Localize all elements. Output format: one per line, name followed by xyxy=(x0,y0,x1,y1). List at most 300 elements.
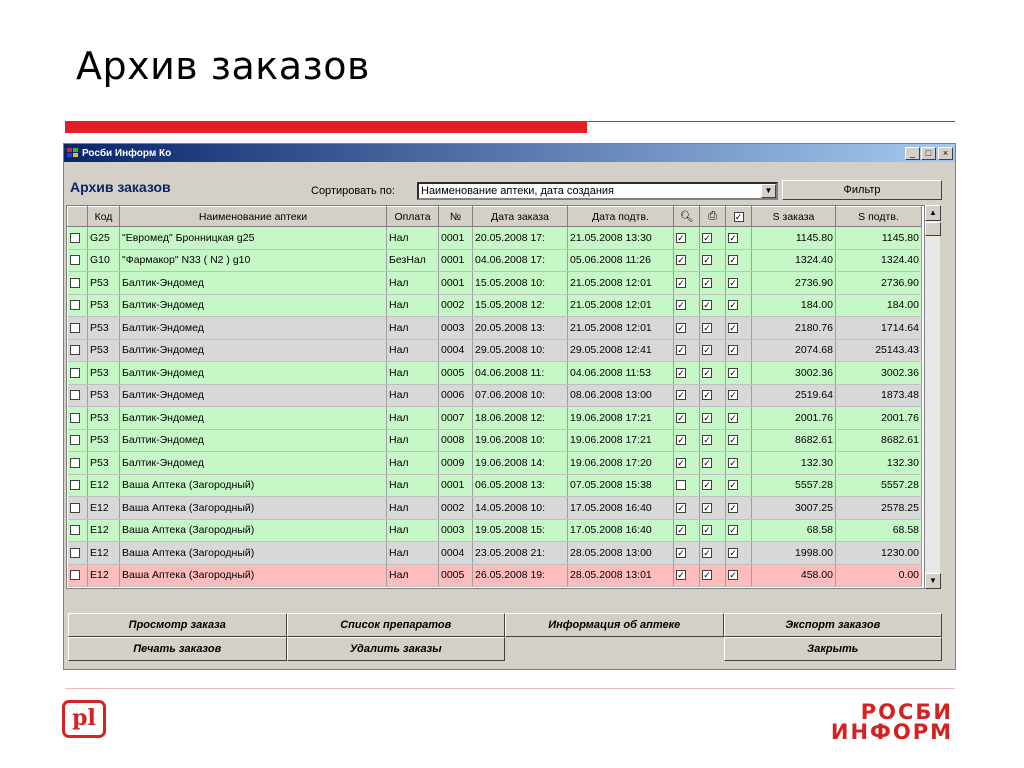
print-checkbox[interactable]: ✓ xyxy=(703,570,711,581)
form-header: Архив заказов xyxy=(70,179,171,195)
cell-confirm-sum: 0.00 xyxy=(836,564,922,587)
cell-number: 0009 xyxy=(439,452,473,475)
row-select-checkbox[interactable] xyxy=(70,300,80,310)
preview-checkbox[interactable]: ✓ xyxy=(677,457,685,468)
preview-checkbox[interactable]: ✓ xyxy=(677,345,685,356)
cell-code: P53 xyxy=(88,429,120,452)
print-checkbox-cell xyxy=(700,339,726,362)
preview-checkbox-cell xyxy=(674,362,700,385)
maximize-button[interactable]: □ xyxy=(921,147,936,160)
cell-order-date: 20.05.2008 17: xyxy=(473,227,568,250)
preview-checkbox[interactable]: ✓ xyxy=(677,277,685,288)
col-print[interactable] xyxy=(700,207,726,227)
row-select-checkbox-cell xyxy=(68,362,88,385)
table-row[interactable] xyxy=(68,294,922,317)
preview-checkbox-cell xyxy=(674,429,700,452)
cell-confirm-date: 19.06.2008 17:21 xyxy=(568,407,674,430)
cell-order-sum: 132.30 xyxy=(752,452,836,475)
preview-checkbox[interactable]: ✓ xyxy=(677,367,685,378)
print-checkbox-cell xyxy=(700,429,726,452)
table-row[interactable] xyxy=(68,452,922,475)
print-checkbox[interactable]: ✓ xyxy=(703,525,711,536)
window-titlebar[interactable] xyxy=(64,144,955,162)
print-checkbox[interactable]: ✓ xyxy=(703,547,711,558)
done-checkbox[interactable]: ✓ xyxy=(729,525,737,536)
cell-confirm-date: 05.06.2008 11:26 xyxy=(568,249,674,272)
cell-confirm-sum: 2001.76 xyxy=(836,407,922,430)
cell-order-date: 26.05.2008 19: xyxy=(473,564,568,587)
preview-checkbox[interactable]: ✓ xyxy=(677,547,685,558)
done-checkbox[interactable]: ✓ xyxy=(729,390,737,401)
col-name[interactable]: Наименование аптеки xyxy=(120,207,387,227)
cell-order-sum: 2736.90 xyxy=(752,272,836,295)
company-wordmark xyxy=(831,702,953,742)
table-row[interactable] xyxy=(68,249,922,272)
print-orders-button[interactable]: Печать заказов xyxy=(68,637,287,661)
cell-payment: Нал xyxy=(387,564,439,587)
row-select-checkbox[interactable] xyxy=(70,390,80,400)
preview-checkbox-cell xyxy=(674,339,700,362)
col-payment[interactable]: Оплата xyxy=(387,207,439,227)
accent-bar xyxy=(65,121,587,133)
print-checkbox-cell xyxy=(700,272,726,295)
col-confirm-date[interactable]: Дата подтв. xyxy=(568,207,674,227)
done-checkbox-cell xyxy=(726,519,752,542)
cell-code: E12 xyxy=(88,474,120,497)
done-checkbox-cell xyxy=(726,294,752,317)
cell-number: 0004 xyxy=(439,542,473,565)
cell-order-date: 19.06.2008 10: xyxy=(473,429,568,452)
preview-icon: 🔍︎ xyxy=(679,211,694,223)
cell-code: E12 xyxy=(88,542,120,565)
filter-button[interactable]: Фильтр xyxy=(782,180,942,200)
row-select-checkbox-cell xyxy=(68,564,88,587)
chevron-down-icon[interactable]: ▼ xyxy=(761,184,776,198)
cell-confirm-sum: 1873.48 xyxy=(836,384,922,407)
table-row[interactable] xyxy=(68,407,922,430)
cell-number: 0001 xyxy=(439,474,473,497)
table-row[interactable] xyxy=(68,429,922,452)
cell-order-sum: 2180.76 xyxy=(752,317,836,340)
print-checkbox[interactable]: ✓ xyxy=(703,367,711,378)
preview-checkbox[interactable]: ✓ xyxy=(677,502,685,513)
done-checkbox-cell xyxy=(726,542,752,565)
cell-name: Балтик-Эндомед xyxy=(120,294,387,317)
print-checkbox[interactable]: ✓ xyxy=(703,390,711,401)
col-preview[interactable] xyxy=(674,207,700,227)
preview-checkbox[interactable]: ✓ xyxy=(677,232,685,243)
done-checkbox[interactable]: ✓ xyxy=(729,300,737,311)
table-row[interactable] xyxy=(68,497,922,520)
cell-code: P53 xyxy=(88,317,120,340)
preview-checkbox[interactable]: ✓ xyxy=(677,412,685,423)
cell-payment: Нал xyxy=(387,542,439,565)
cell-confirm-date: 28.05.2008 13:00 xyxy=(568,542,674,565)
table-row[interactable] xyxy=(68,474,922,497)
done-checkbox-cell xyxy=(726,339,752,362)
cell-confirm-sum: 3002.36 xyxy=(836,362,922,385)
done-checkbox[interactable]: ✓ xyxy=(729,232,737,243)
preview-checkbox-cell xyxy=(674,452,700,475)
row-select-checkbox[interactable] xyxy=(70,255,80,265)
cell-confirm-date: 19.06.2008 17:20 xyxy=(568,452,674,475)
cell-confirm-sum: 1145.80 xyxy=(836,227,922,250)
cell-number: 0001 xyxy=(439,249,473,272)
done-checkbox[interactable]: ✓ xyxy=(729,502,737,513)
row-select-checkbox-cell xyxy=(68,339,88,362)
print-checkbox-cell xyxy=(700,227,726,250)
cell-name: Балтик-Эндомед xyxy=(120,407,387,430)
row-select-checkbox-cell xyxy=(68,474,88,497)
cell-code: E12 xyxy=(88,519,120,542)
row-select-checkbox-cell xyxy=(68,452,88,475)
cell-code: P53 xyxy=(88,407,120,430)
done-checkbox-cell xyxy=(726,474,752,497)
cell-order-date: 04.06.2008 17: xyxy=(473,249,568,272)
done-checkbox[interactable]: ✓ xyxy=(729,570,737,581)
cell-payment: Нал xyxy=(387,362,439,385)
vertical-scrollbar[interactable] xyxy=(924,205,940,589)
cell-name: Ваша Аптека (Загородный) xyxy=(120,497,387,520)
col-check[interactable] xyxy=(726,207,752,227)
cell-order-sum: 2519.64 xyxy=(752,384,836,407)
row-select-checkbox-cell xyxy=(68,294,88,317)
cell-code: P53 xyxy=(88,362,120,385)
wordmark-line1: РОСБИ xyxy=(860,700,953,724)
cell-confirm-sum: 25143.43 xyxy=(836,339,922,362)
row-select-checkbox-cell xyxy=(68,384,88,407)
scroll-thumb[interactable] xyxy=(925,222,941,236)
cell-order-sum: 3002.36 xyxy=(752,362,836,385)
col-code[interactable]: Код xyxy=(88,207,120,227)
cell-confirm-sum: 1230.00 xyxy=(836,542,922,565)
cell-order-sum: 458.00 xyxy=(752,564,836,587)
print-checkbox-cell xyxy=(700,384,726,407)
slide-title: Архив заказов xyxy=(76,44,370,88)
cell-payment: Нал xyxy=(387,294,439,317)
cell-confirm-date: 19.06.2008 17:21 xyxy=(568,429,674,452)
cell-number: 0007 xyxy=(439,407,473,430)
cell-confirm-date: 21.05.2008 12:01 xyxy=(568,317,674,340)
table-row[interactable] xyxy=(68,227,922,250)
close-button[interactable]: × xyxy=(938,147,953,160)
print-checkbox[interactable]: ✓ xyxy=(703,255,711,266)
cell-payment: БезНал xyxy=(387,249,439,272)
done-checkbox-cell xyxy=(726,407,752,430)
cell-number: 0003 xyxy=(439,317,473,340)
done-checkbox-cell xyxy=(726,272,752,295)
orders-table xyxy=(67,206,922,587)
cell-confirm-date: 21.05.2008 13:30 xyxy=(568,227,674,250)
cell-code: G25 xyxy=(88,227,120,250)
preview-checkbox-cell xyxy=(674,249,700,272)
row-select-checkbox[interactable] xyxy=(70,323,80,333)
button-row-1 xyxy=(68,613,942,637)
cell-confirm-date: 17.05.2008 16:40 xyxy=(568,497,674,520)
cell-name: Балтик-Эндомед xyxy=(120,429,387,452)
sort-label: Сортировать по: xyxy=(311,185,395,197)
table-row[interactable] xyxy=(68,384,922,407)
print-checkbox[interactable]: ✓ xyxy=(703,502,711,513)
cell-code: G10 xyxy=(88,249,120,272)
cell-name: Балтик-Эндомед xyxy=(120,317,387,340)
button-row-2 xyxy=(68,637,942,661)
done-checkbox[interactable]: ✓ xyxy=(729,435,737,446)
preview-checkbox[interactable]: ✓ xyxy=(677,300,685,311)
cell-order-date: 14.05.2008 10: xyxy=(473,497,568,520)
row-select-checkbox[interactable] xyxy=(70,503,80,513)
close-window-button[interactable]: Закрыть xyxy=(724,637,943,661)
empty-slot xyxy=(505,637,724,661)
cell-code: P53 xyxy=(88,384,120,407)
app-icon xyxy=(67,148,79,158)
cell-payment: Нал xyxy=(387,407,439,430)
scroll-up-icon[interactable]: ▲ xyxy=(925,205,941,221)
preview-checkbox-cell xyxy=(674,519,700,542)
cell-name: Балтик-Эндомед xyxy=(120,384,387,407)
cell-payment: Нал xyxy=(387,429,439,452)
row-select-checkbox[interactable] xyxy=(70,548,80,558)
cell-order-date: 23.05.2008 21: xyxy=(473,542,568,565)
row-select-checkbox[interactable] xyxy=(70,570,80,580)
cell-order-date: 18.06.2008 12: xyxy=(473,407,568,430)
row-select-checkbox-cell xyxy=(68,249,88,272)
preview-checkbox[interactable]: ✓ xyxy=(677,570,685,581)
cell-confirm-date: 08.06.2008 13:00 xyxy=(568,384,674,407)
cell-order-sum: 1145.80 xyxy=(752,227,836,250)
row-select-checkbox-cell xyxy=(68,227,88,250)
done-checkbox-cell xyxy=(726,362,752,385)
done-checkbox-cell xyxy=(726,227,752,250)
cell-confirm-date: 29.05.2008 12:41 xyxy=(568,339,674,362)
row-select-checkbox-cell xyxy=(68,519,88,542)
preview-checkbox[interactable]: ✓ xyxy=(677,322,685,333)
table-row[interactable] xyxy=(68,339,922,362)
print-checkbox-cell xyxy=(700,519,726,542)
print-checkbox-cell xyxy=(700,362,726,385)
table-row[interactable] xyxy=(68,564,922,587)
print-checkbox-cell xyxy=(700,474,726,497)
preview-checkbox-cell xyxy=(674,384,700,407)
wordmark-line2: ИНФОРМ xyxy=(830,720,953,744)
cell-confirm-sum: 1324.40 xyxy=(836,249,922,272)
preview-checkbox[interactable]: ✓ xyxy=(677,255,685,266)
print-checkbox[interactable]: ✓ xyxy=(703,412,711,423)
row-select-checkbox[interactable] xyxy=(70,435,80,445)
pharmacy-info-button[interactable]: Информация об аптеке xyxy=(505,613,724,637)
cell-order-sum: 8682.61 xyxy=(752,429,836,452)
done-checkbox-cell xyxy=(726,429,752,452)
table-header-row xyxy=(68,207,922,227)
preview-checkbox-cell xyxy=(674,317,700,340)
cell-code: P53 xyxy=(88,339,120,362)
done-checkbox[interactable]: ✓ xyxy=(729,345,737,356)
cell-order-sum: 1998.00 xyxy=(752,542,836,565)
print-checkbox[interactable]: ✓ xyxy=(703,300,711,311)
print-checkbox[interactable]: ✓ xyxy=(703,480,711,491)
cell-payment: Нал xyxy=(387,384,439,407)
company-logo: pl xyxy=(62,700,106,738)
cell-confirm-sum: 2736.90 xyxy=(836,272,922,295)
cell-number: 0001 xyxy=(439,272,473,295)
print-checkbox-cell xyxy=(700,407,726,430)
print-checkbox[interactable]: ✓ xyxy=(703,277,711,288)
done-checkbox[interactable]: ✓ xyxy=(729,547,737,558)
table-row[interactable] xyxy=(68,272,922,295)
preview-checkbox-cell xyxy=(674,227,700,250)
table-row[interactable] xyxy=(68,362,922,385)
cell-name: Ваша Аптека (Загородный) xyxy=(120,564,387,587)
cell-number: 0002 xyxy=(439,294,473,317)
scroll-down-icon[interactable]: ▼ xyxy=(925,573,941,589)
delete-orders-button[interactable]: Удалить заказы xyxy=(287,637,506,661)
cell-confirm-date: 07.05.2008 15:38 xyxy=(568,474,674,497)
row-select-checkbox-cell xyxy=(68,272,88,295)
print-checkbox-cell xyxy=(700,542,726,565)
print-checkbox[interactable]: ✓ xyxy=(703,322,711,333)
sort-select[interactable] xyxy=(417,182,778,200)
preview-checkbox-cell xyxy=(674,294,700,317)
done-checkbox[interactable]: ✓ xyxy=(729,457,737,468)
row-select-checkbox[interactable] xyxy=(70,278,80,288)
cell-payment: Нал xyxy=(387,272,439,295)
print-checkbox-cell xyxy=(700,317,726,340)
row-select-checkbox[interactable] xyxy=(70,525,80,535)
done-checkbox-cell xyxy=(726,497,752,520)
row-select-checkbox[interactable] xyxy=(70,368,80,378)
cell-order-date: 06.05.2008 13: xyxy=(473,474,568,497)
done-checkbox-cell xyxy=(726,452,752,475)
preview-checkbox-cell xyxy=(674,564,700,587)
col-order-date[interactable]: Дата заказа xyxy=(473,207,568,227)
cell-payment: Нал xyxy=(387,452,439,475)
table-row[interactable] xyxy=(68,542,922,565)
cell-code: P53 xyxy=(88,452,120,475)
cell-number: 0003 xyxy=(439,519,473,542)
cell-order-date: 19.05.2008 15: xyxy=(473,519,568,542)
cell-payment: Нал xyxy=(387,227,439,250)
table-row[interactable] xyxy=(68,317,922,340)
col-order-sum[interactable]: S заказа xyxy=(752,207,836,227)
done-checkbox-cell xyxy=(726,384,752,407)
cell-payment: Нал xyxy=(387,474,439,497)
row-select-checkbox[interactable] xyxy=(70,413,80,423)
checkbox-icon: ✓ xyxy=(734,211,743,222)
row-select-checkbox[interactable] xyxy=(70,480,80,490)
window-title: Росби Информ Ко xyxy=(82,147,172,159)
done-checkbox[interactable]: ✓ xyxy=(729,412,737,423)
row-select-checkbox[interactable] xyxy=(70,345,80,355)
cell-number: 0008 xyxy=(439,429,473,452)
cell-name: Балтик-Эндомед xyxy=(120,362,387,385)
preview-checkbox[interactable]: ✓ xyxy=(677,525,685,536)
cell-order-date: 04.06.2008 11: xyxy=(473,362,568,385)
cell-order-date: 29.05.2008 10: xyxy=(473,339,568,362)
cell-number: 0004 xyxy=(439,339,473,362)
row-select-checkbox-cell xyxy=(68,317,88,340)
cell-payment: Нал xyxy=(387,497,439,520)
cell-code: P53 xyxy=(88,272,120,295)
cell-confirm-date: 17.05.2008 16:40 xyxy=(568,519,674,542)
print-checkbox-cell xyxy=(700,249,726,272)
preview-checkbox[interactable] xyxy=(676,480,686,490)
cell-confirm-date: 28.05.2008 13:01 xyxy=(568,564,674,587)
cell-confirm-sum: 184.00 xyxy=(836,294,922,317)
row-select-checkbox-cell xyxy=(68,407,88,430)
cell-name: Балтик-Эндомед xyxy=(120,339,387,362)
cell-order-date: 20.05.2008 13: xyxy=(473,317,568,340)
print-checkbox[interactable]: ✓ xyxy=(703,435,711,446)
cell-confirm-sum: 2578.25 xyxy=(836,497,922,520)
preview-checkbox[interactable]: ✓ xyxy=(677,390,685,401)
cell-name: "Фармакор" N33 ( N2 ) g10 xyxy=(120,249,387,272)
export-orders-button[interactable]: Экспорт заказов xyxy=(724,613,943,637)
col-confirm-sum[interactable]: S подтв. xyxy=(836,207,922,227)
cell-code: E12 xyxy=(88,497,120,520)
cell-name: Ваша Аптека (Загородный) xyxy=(120,519,387,542)
cell-code: P53 xyxy=(88,294,120,317)
cell-order-sum: 184.00 xyxy=(752,294,836,317)
done-checkbox[interactable]: ✓ xyxy=(729,277,737,288)
cell-name: Балтик-Эндомед xyxy=(120,452,387,475)
print-checkbox[interactable]: ✓ xyxy=(703,232,711,243)
cell-confirm-sum: 5557.28 xyxy=(836,474,922,497)
cell-number: 0002 xyxy=(439,497,473,520)
cell-order-date: 19.06.2008 14: xyxy=(473,452,568,475)
preview-checkbox-cell xyxy=(674,497,700,520)
cell-confirm-date: 21.05.2008 12:01 xyxy=(568,272,674,295)
done-checkbox[interactable]: ✓ xyxy=(729,255,737,266)
done-checkbox[interactable]: ✓ xyxy=(729,322,737,333)
preview-checkbox[interactable]: ✓ xyxy=(677,435,685,446)
col-number[interactable]: № xyxy=(439,207,473,227)
app-window xyxy=(63,143,956,670)
cell-confirm-sum: 8682.61 xyxy=(836,429,922,452)
cell-number: 0005 xyxy=(439,362,473,385)
print-icon: ⎙ xyxy=(708,210,717,222)
cell-order-sum: 2074.68 xyxy=(752,339,836,362)
cell-name: Ваша Аптека (Загородный) xyxy=(120,542,387,565)
cell-order-date: 15.05.2008 12: xyxy=(473,294,568,317)
preview-checkbox-cell xyxy=(674,474,700,497)
cell-name: Ваша Аптека (Загородный) xyxy=(120,474,387,497)
view-order-button[interactable]: Просмотр заказа xyxy=(68,613,287,637)
done-checkbox[interactable]: ✓ xyxy=(729,367,737,378)
drug-list-button[interactable]: Список препаратов xyxy=(287,613,506,637)
cell-confirm-date: 04.06.2008 11:53 xyxy=(568,362,674,385)
row-select-checkbox-cell xyxy=(68,497,88,520)
row-select-checkbox-cell xyxy=(68,542,88,565)
orders-grid xyxy=(66,205,940,589)
cell-payment: Нал xyxy=(387,339,439,362)
cell-order-date: 07.06.2008 10: xyxy=(473,384,568,407)
done-checkbox[interactable]: ✓ xyxy=(729,480,737,491)
cell-order-sum: 2001.76 xyxy=(752,407,836,430)
cell-confirm-sum: 1714.64 xyxy=(836,317,922,340)
print-checkbox[interactable]: ✓ xyxy=(703,457,711,468)
cell-number: 0005 xyxy=(439,564,473,587)
print-checkbox[interactable]: ✓ xyxy=(703,345,711,356)
cell-number: 0006 xyxy=(439,384,473,407)
footer-divider xyxy=(65,688,955,689)
cell-code: E12 xyxy=(88,564,120,587)
row-select-checkbox[interactable] xyxy=(70,458,80,468)
minimize-button[interactable]: _ xyxy=(905,147,920,160)
sort-value: Наименование аптеки, дата создания xyxy=(421,185,614,197)
table-row[interactable] xyxy=(68,519,922,542)
col-select[interactable] xyxy=(68,207,88,227)
row-select-checkbox[interactable] xyxy=(70,233,80,243)
